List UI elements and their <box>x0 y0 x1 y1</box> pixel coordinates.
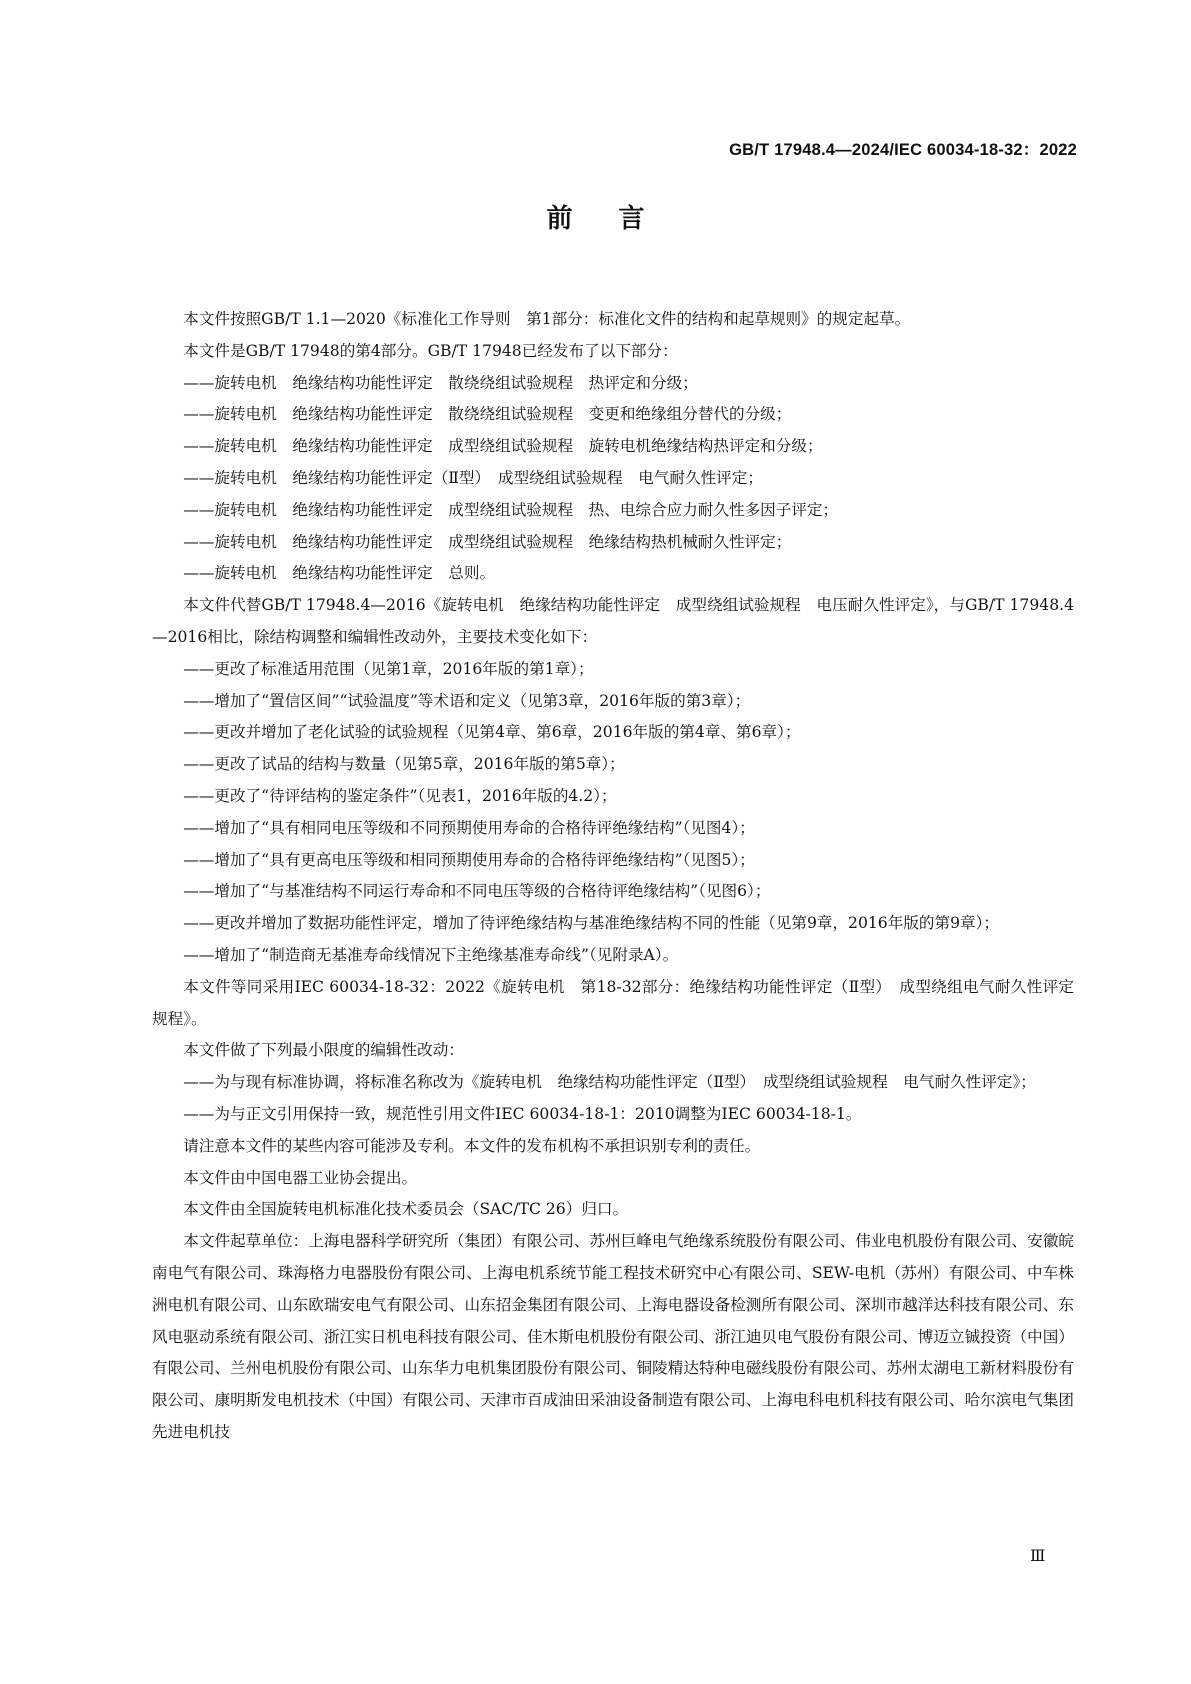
document-body <box>152 304 1074 1449</box>
paragraph: 本文件是GB/T 17948的第4部分。GB/T 17948已经发布了以下部分： <box>183 341 678 360</box>
paragraph: 请注意本文件的某些内容可能涉及专利。本文件的发布机构不承担识别专利的责任。 <box>183 1136 761 1155</box>
list-item: ——更改了试品的结构与数量（见第5章，2016年版的第5章）； <box>183 755 625 774</box>
paragraph: 本文件等同采用IEC 60034-18-32：2022《旋转电机 第18-32部分：绝缘结构功能性评定（Ⅱ型） 成型绕组电气耐久性评定规程》。 <box>152 977 1074 1028</box>
list-item: ——更改并增加了数据功能性评定，增加了待评绝缘结构与基准绝缘结构不同的性能（见第9章，2016年版的第9章）； <box>183 914 1000 933</box>
list-item: ——更改并增加了老化试验的试验规程（见第4章、第6章，2016年版的第4章、第6章）； <box>183 723 801 742</box>
standard-code-header: GB/T 17948.4—2024/IEC 60034-18-32：2022 <box>729 141 1077 159</box>
list-item: ——增加了“与基准结构不同运行寿命和不同电压等级的合格待评绝缘结构”（见图6）； <box>183 882 771 901</box>
list-item: ——增加了“具有相同电压等级和不同预期使用寿命的合格待评绝缘结构”（见图4）； <box>183 818 755 837</box>
paragraph: 本文件由中国电器工业协会提出。 <box>183 1168 418 1187</box>
list-item: ——旋转电机 绝缘结构功能性评定 总则。 <box>183 564 496 583</box>
paragraph: 本文件由全国旋转电机标准化技术委员会（SAC/TC 26）归口。 <box>183 1200 629 1219</box>
list-item: ——旋转电机 绝缘结构功能性评定 成型绕组试验规程 绝缘结构热机械耐久性评定； <box>183 532 792 551</box>
page-number: Ⅲ <box>1030 1546 1046 1565</box>
list-item: ——旋转电机 绝缘结构功能性评定 成型绕组试验规程 旋转电机绝缘结构热评定和分级； <box>183 437 823 456</box>
list-item: ——为与正文引用保持一致，规范性引用文件IEC 60034-18-1：2010调整为IEC 60034-18-1。 <box>183 1104 862 1123</box>
list-item: ——为与现有标准协调，将标准名称改为《旋转电机 绝缘结构功能性评定（Ⅱ型） 成型绕组试验规程 电气耐久性评定》； <box>183 1073 1036 1092</box>
paragraph: 本文件起草单位：上海电器科学研究所（集团）有限公司、苏州巨峰电气绝缘系统股份有限公司、伟业电机股份有限公司、安徽皖南电气有限公司、珠海格力电器股份有限公司、上海电机系统节能工程技术研究中心有限公司、SEW-电机（苏州）有限公司、中车株洲电机有限公司、山东欧瑞安电气有限公司、山东招金集团有限公司、上海电器设备检测所有限公司、深圳市越洋达科技有限公司、东风电驱动系统有限公司、浙江实日机电科技有限公司、佳木斯电机股份有限公司、浙江迪贝电气股份有限公司、博迈立铖投资（中国）有限公司、兰州电机股份有限公司、山东华力电机集团股份有限公司、铜陵精达特种电磁线股份有限公司、苏州太湖电工新材料股份有限公司、康明斯发电机技术（中国）有限公司、天津市百成油田采油设备制造有限公司、上海电科电机科技有限公司、哈尔滨电气集团先进电机技 <box>152 1232 1074 1441</box>
list-item: ——增加了“具有更高电压等级和相同预期使用寿命的合格待评绝缘结构”（见图5）； <box>183 850 755 869</box>
list-item: ——增加了“置信区间”“试验温度”等术语和定义（见第3章，2016年版的第3章）； <box>183 691 751 710</box>
paragraph: 本文件做了下列最小限度的编辑性改动： <box>183 1041 464 1060</box>
list-item: ——更改了“待评结构的鉴定条件”（见表1，2016年版的4.2）； <box>183 786 617 805</box>
list-item: ——旋转电机 绝缘结构功能性评定 成型绕组试验规程 热、电综合应力耐久性多因子评定； <box>183 500 839 519</box>
list-item: ——增加了“制造商无基准寿命线情况下主绝缘基准寿命线”（见附录A）。 <box>183 945 679 964</box>
paragraph: 本文件按照GB/T 1.1—2020《标准化工作导则 第1部分：标准化文件的结构和起草规则》的规定起草。 <box>183 310 911 328</box>
page-title: 前言 <box>546 204 691 234</box>
paragraph: 本文件代替GB/T 17948.4—2016《旋转电机 绝缘结构功能性评定 成型绕组试验规程 电压耐久性评定》，与GB/T 17948.4—2016相比，除结构调整和编辑性改动外，主要技术变化如下： <box>152 596 1074 646</box>
list-item: ——更改了标准适用范围（见第1章，2016年版的第1章）； <box>183 659 594 678</box>
list-item: ——旋转电机 绝缘结构功能性评定 散绕绕组试验规程 变更和绝缘组分替代的分级； <box>183 405 792 424</box>
list-item: ——旋转电机 绝缘结构功能性评定（Ⅱ型） 成型绕组试验规程 电气耐久性评定； <box>183 468 763 487</box>
list-item: ——旋转电机 绝缘结构功能性评定 散绕绕组试验规程 热评定和分级； <box>183 373 698 392</box>
